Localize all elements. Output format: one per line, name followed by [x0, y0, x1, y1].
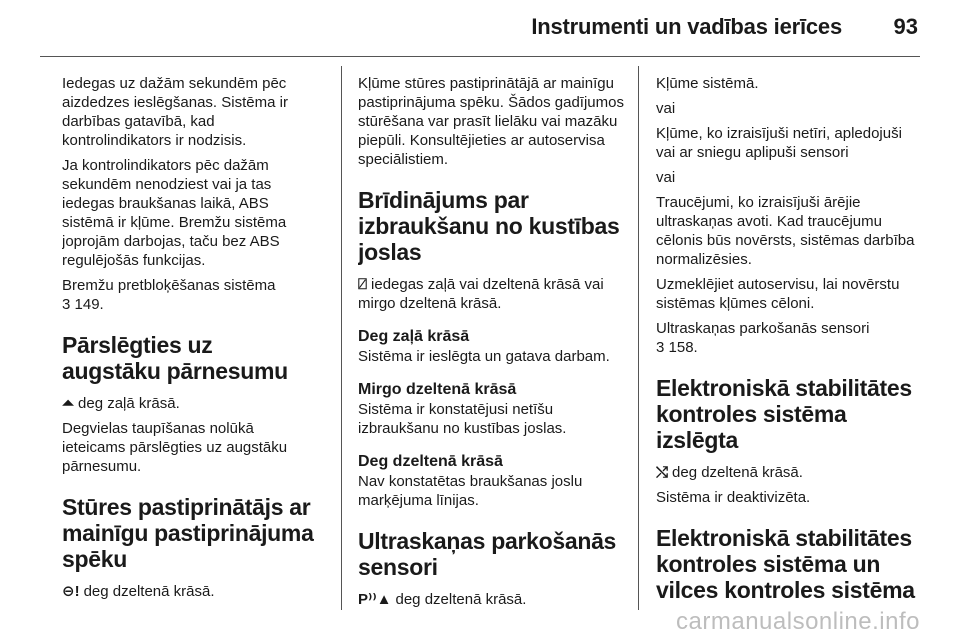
- parking-indicator-text: deg dzeltenā krāsā.: [395, 591, 527, 608]
- abs-reference-text: Bremžu pretbloķēšanas sistēma: [62, 277, 276, 294]
- sensor-dirty-text: Kļūme, ko izraisījuši netīri, apledojuši vai ar sniegu aplipuši sensori: [656, 125, 902, 161]
- header-divider: [40, 56, 920, 57]
- lane-yellow-heading: Deg dzeltenā krāsā: [358, 453, 503, 470]
- watermark: carmanualsonline.info: [676, 608, 920, 635]
- upshift-heading: Pārslēgties uz augstāku pārnesumu: [62, 332, 288, 384]
- or-text-2: vai: [656, 169, 676, 186]
- steering-indicator-text: deg dzeltenā krāsā.: [83, 583, 215, 600]
- parking-indicator-line: [358, 590, 626, 609]
- esc-off-heading: Elektroniskā stabilitātes kontroles sistēma izslēgta: [656, 375, 912, 453]
- page-header-title: Instrumenti un vadības ierīces: [531, 14, 842, 39]
- esc-off-icon: ⤭: [656, 464, 669, 481]
- lane-green-heading: Deg zaļā krāsā: [358, 328, 470, 345]
- steering-warning-icon: ⊖!: [62, 583, 80, 600]
- service-text: Uzmeklējiet autoservisu, lai novērstu sistēmas kļūmes cēloni.: [656, 276, 900, 312]
- column-1: [62, 74, 314, 612]
- system-fault-text: Kļūme sistēmā.: [656, 75, 759, 92]
- upshift-paragraph: Degvielas taupīšanas nolūkā ieteicams pārslēgties uz augstāku pārnesumu.: [62, 420, 288, 475]
- steering-indicator-line: [62, 582, 314, 601]
- parking-reference: [656, 319, 924, 357]
- column-divider-2: [638, 66, 639, 610]
- parking-reference-text: Ultraskaņas parkošanās sensori: [656, 320, 870, 337]
- abs-reference: [62, 276, 314, 314]
- esc-tc-heading: Elektroniskā stabilitātes kontroles sistēma un vilces kontroles sistēma: [656, 525, 915, 603]
- steering-heading: Stūres pastiprinātājs ar mainīgu pastiprinājuma spēku: [62, 494, 314, 572]
- upshift-indicator-line: [62, 394, 314, 413]
- steering-fault-paragraph: Kļūme stūres pastiprinātājā ar mainīgu pastiprinājuma spēku. Šādos gadījumos stūrēšana var prasīt lielāku vai mazāku piepūli. Konsultējieties ar autoservisa speciālistiem.: [358, 75, 624, 168]
- lane-indicator-text: iedegas zaļā vai dzeltenā krāsā vai mirgo dzeltenā krāsā.: [358, 276, 604, 312]
- lane-blink-heading: Mirgo dzeltenā krāsā: [358, 381, 517, 398]
- interference-text: Traucējumi, ko izraisījuši ārējie ultraskaņas avoti. Kad traucējumu cēlonis būs novērsts, sistēmas darbība normalizēsies.: [656, 194, 915, 268]
- abs-paragraph-1: Iedegas uz dažām sekundēm pēc aizdedzes ieslēgšanas. Sistēma ir darbības gatavībā, kad kontrolindikators ir nodzisis.: [62, 75, 288, 149]
- lane-blink-text: Sistēma ir konstatējusi netīšu izbraukšanu no kustības joslas.: [358, 401, 567, 437]
- column-divider-1: [341, 66, 342, 610]
- lane-departure-icon: ⍁: [358, 276, 368, 293]
- lane-green-text: Sistēma ir ieslēgta un gatava darbam.: [358, 348, 610, 365]
- abs-page-link[interactable]: 3 149.: [62, 296, 104, 313]
- upshift-icon: ⏶: [62, 395, 75, 412]
- parking-sensor-icon: P⁾⁾▲: [358, 591, 392, 608]
- page-number: 93: [893, 14, 918, 39]
- esc-off-indicator-line: [656, 463, 924, 482]
- column-2: [358, 74, 626, 612]
- lane-indicator-line: [358, 275, 626, 313]
- abs-paragraph-2: Ja kontrolindikators pēc dažām sekundēm nenodziest vai ja tas iedegas braukšanas laikā, ABS sistēmā ir kļūme. Bremžu sistēma joprojām darbojas, taču bez ABS regulējošās funkcijas.: [62, 157, 287, 269]
- esc-off-indicator-text: deg dzeltenā krāsā.: [672, 464, 803, 481]
- or-text-1: vai: [656, 100, 676, 117]
- upshift-indicator-text: deg zaļā krāsā.: [78, 395, 180, 412]
- parking-sensors-heading: Ultraskaņas parkošanās sensori: [358, 528, 617, 580]
- esc-off-paragraph: Sistēma ir deaktivizēta.: [656, 489, 811, 506]
- lane-departure-heading: Brīdinājums par izbraukšanu no kustības joslas: [358, 187, 620, 265]
- parking-page-link[interactable]: 3 158.: [656, 339, 698, 356]
- column-3: [656, 74, 924, 612]
- lane-yellow-text: Nav konstatētas braukšanas joslu marķējuma līnijas.: [358, 473, 583, 509]
